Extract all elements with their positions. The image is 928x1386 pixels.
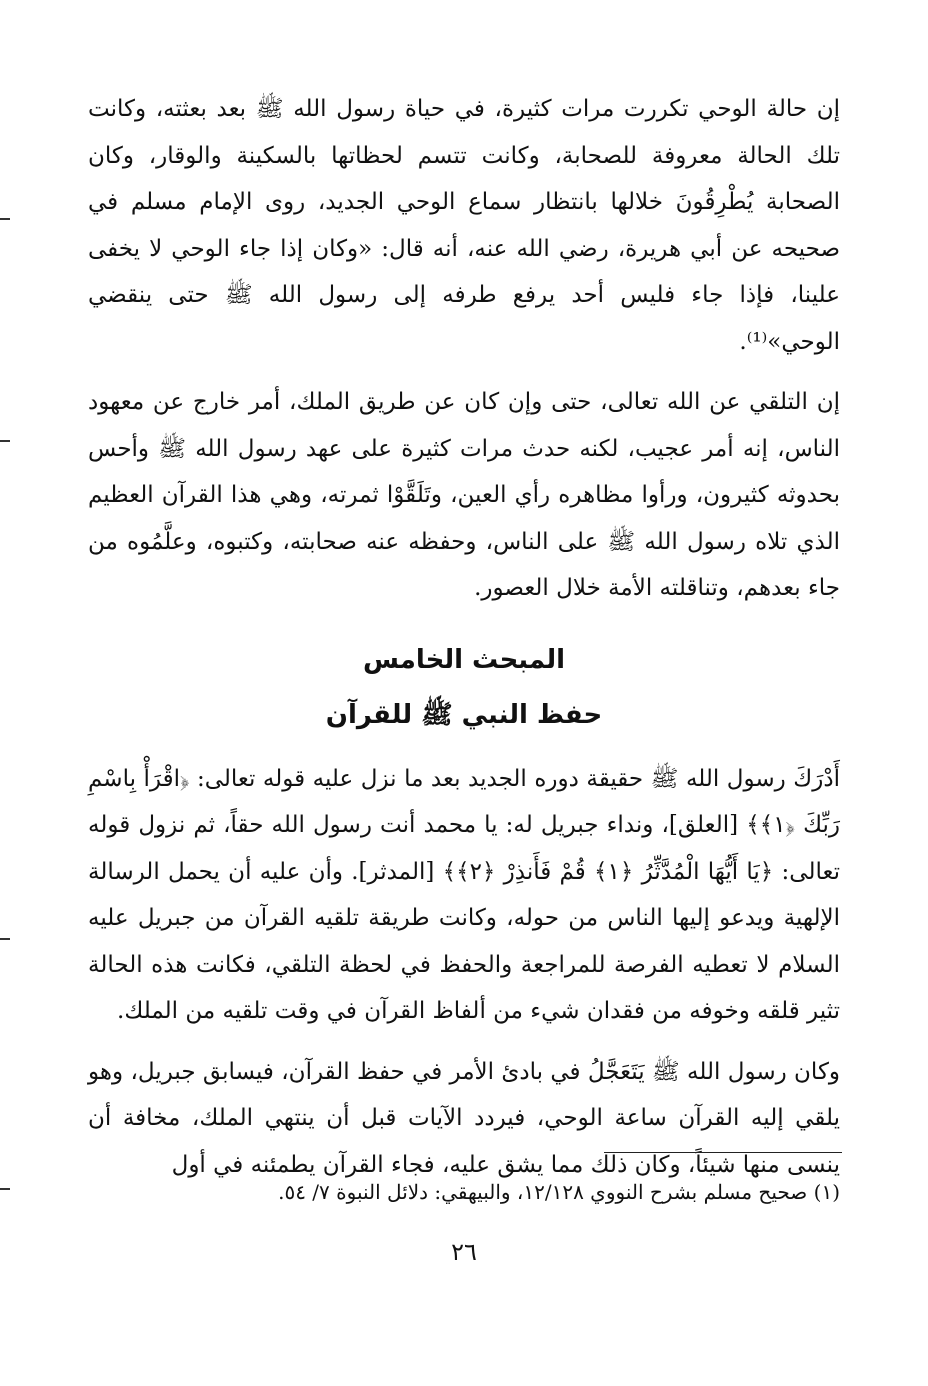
- footnote: (١) صحيح مسلم بشرح النووي ١٢/١٢٨، والبيهقي: دلائل النبوة ٧/ ٥٤.: [278, 1180, 840, 1204]
- margin-tick: [0, 218, 10, 220]
- paragraph-prophet-realized: أَدْرَكَ رسول الله ﷺ حقيقة دوره الجديد بعد ما نزل عليه قوله تعالى: ﴿اقْرَأْ بِاسْمِ رَبِّكَ ﴿١﴾﴾ [العلق]، ونداء جبريل له: يا محمد أنت رسول الله حقاً، ثم نزول قوله تعالى: ﴿يَا أَيُّهَا الْمُدَّثِّرُ ﴿١﴾ قُمْ فَأَنذِرْ ﴿٢﴾﴾ [المدثر]. وأن عليه أن يحمل الرسالة الإلهية ويدعو إليها الناس من حوله، وكانت طريقة تلقيه القرآن من جبريل عليه السلام لا تعطيه الفرصة للمراجعة والحفظ في لحظة التلقي، فكانت هذه الحالة تثير قلقه وخوفه من فقدان شيء من ألفاظ القرآن في وقت تلقيه من الملك.: [88, 765, 840, 1024]
- footnote-divider: [604, 1152, 842, 1153]
- margin-tick: [0, 440, 10, 442]
- paragraph-prophet-hastened: وكان رسول الله ﷺ يَتَعَجَّلُ في بادئ الأمر في حفظ القرآن، فيسابق جبريل، وهو يلقي إليه القرآن ساعة الوحي، فيردد الآيات قبل أن ينتهي الملك، مخافة أن ينسى منها شيئاً، وكان ذلك مما يشق عليه، فجاء القرآن يطمئنه في أول: [88, 1058, 840, 1178]
- page-number: ٢٦: [451, 1238, 477, 1266]
- page-body: [88, 86, 840, 1188]
- margin-tick: [0, 1188, 10, 1190]
- section-title: حفظ النبي ﷺ للقرآن: [325, 699, 603, 730]
- margin-tick: [0, 938, 10, 940]
- section-heading: المبحث الخامس: [362, 644, 566, 675]
- paragraph-receiving-from-god: إن التلقي عن الله تعالى، حتى وإن كان عن طريق الملك، أمر خارج عن معهود الناس، إنه أمر عجيب، لكنه حدث مرات كثيرة على عهد رسول الله ﷺ وأحس بحدوثه كثيرون، ورأوا مظاهره رأي العين، وتَلَقَّوْا ثمرته، وهي هذا القرآن العظيم الذي تلاه رسول الله ﷺ على الناس، وحفظه عنه صحابته، وكتبوه، وعلَّمُوه من جاء بعدهم، وتناقلته الأمة خلال العصور.: [88, 389, 840, 601]
- paragraph-revelation-state: إن حالة الوحي تكررت مرات كثيرة، في حياة رسول الله ﷺ بعد بعثته، وكانت تلك الحالة معروفة للصحابة، وكانت تتسم لحظاتها بالسكينة والوقار، وكان الصحابة يُطْرِقُونَ خلالها بانتظار سماع الوحي الجديد، روى الإمام مسلم في صحيحه عن أبي هريرة، رضي الله عنه، أنه قال: «وكان إذا جاء الوحي لا يخفى علينا، فإذا جاء فليس أحد يرفع طرفه إلى رسول الله ﷺ حتى ينقضي الوحي»⁽¹⁾.: [88, 96, 840, 355]
